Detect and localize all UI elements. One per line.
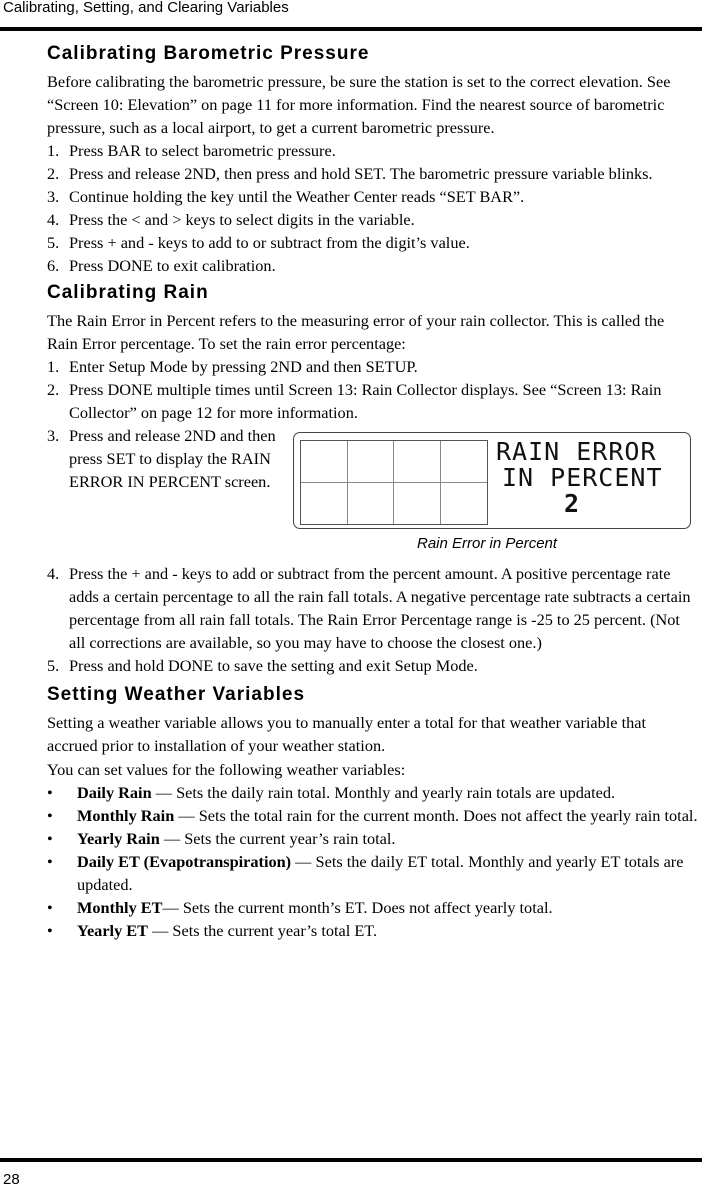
- footer-rule: [0, 1158, 702, 1162]
- list-item: • Daily ET (Evapotranspiration) — Sets the daily ET total. Monthly and yearly ET totals are updated.: [47, 852, 684, 894]
- lcd-segment-grid: [300, 440, 488, 525]
- header-rule: [0, 27, 702, 31]
- list-item: 2. Press DONE multiple times until Screen 13: Rain Collector displays. See “Screen 13: Rain Collector” on page 12 for more information.: [47, 380, 662, 422]
- list-item: 4. Press the + and - keys to add or subtract from the percent amount. A positive percentage rate adds a certain percentage to all the rain fall totals. A negative percentage rate subtracts a certain percentage from all rain fall totals. The Rain Error Percentage range is -25 to 25 percent. (Not all corrections are available, so you may have to choose the closest one.): [47, 564, 691, 652]
- list-item: 2. Press and release 2ND, then press and hold SET. The barometric pressure variable blinks.: [47, 164, 653, 183]
- heading-rain: Calibrating Rain: [47, 282, 209, 303]
- list-item: • Yearly Rain — Sets the current year’s rain total.: [47, 829, 396, 848]
- figure-caption: Rain Error in Percent: [417, 535, 558, 552]
- page-content: [47, 42, 699, 942]
- section-rain: [47, 281, 699, 677]
- baro-intro: Before calibrating the barometric pressure, be sure the station is set to the correct elevation. See “Screen 10: Elevation” on page 11 for more information. Find the nearest source of barometric pressure, such as a local airport, to get a current barometric pressure.: [47, 72, 671, 137]
- list-item: • Yearly ET — Sets the current year’s total ET.: [47, 921, 378, 940]
- baro-steps: [47, 139, 699, 277]
- list-item: 6. Press DONE to exit calibration.: [47, 256, 276, 275]
- setting-intro-2: You can set values for the following weather variables:: [47, 760, 406, 779]
- list-item: • Daily Rain — Sets the daily rain total. Monthly and yearly rain totals are updated.: [47, 783, 616, 802]
- bullet-icon: •: [47, 829, 53, 848]
- lcd-readout: [496, 439, 672, 517]
- variable-list: [47, 781, 699, 942]
- bullet-icon: •: [47, 783, 53, 802]
- bullet-icon: •: [47, 921, 53, 940]
- lcd-value: 2: [564, 489, 581, 518]
- list-item: 3. Press and release 2ND and then press SET to display the RAIN ERROR IN PERCENT screen. RAIN ERROR IN PERCENT 2 Rain Error in Percent: [47, 424, 699, 539]
- list-item: 3. Continue holding the key until the Weather Center reads “SET BAR”.: [47, 187, 525, 206]
- list-item: • Monthly ET— Sets the current month’s ET. Does not affect yearly total.: [47, 898, 553, 917]
- bullet-icon: •: [47, 852, 53, 871]
- page-number: 28: [3, 1171, 20, 1188]
- rain-steps: [47, 355, 699, 677]
- section-barometric: [47, 42, 699, 277]
- list-item: 4. Press the < and > keys to select digits in the variable.: [47, 210, 415, 229]
- bullet-icon: •: [47, 806, 53, 825]
- section-setting-variables: [47, 683, 699, 942]
- list-item: 1. Press BAR to select barometric pressure.: [47, 141, 336, 160]
- list-item: 5. Press and hold DONE to save the setting and exit Setup Mode.: [47, 656, 478, 675]
- lcd-screen-figure: [293, 432, 691, 529]
- rain-intro: The Rain Error in Percent refers to the measuring error of your rain collector. This is called the Rain Error percentage. To set the rain error percentage:: [47, 311, 665, 353]
- heading-setting: Setting Weather Variables: [47, 684, 306, 705]
- lcd-line-2: IN PERCENT: [502, 463, 663, 492]
- heading-barometric: Calibrating Barometric Pressure: [47, 43, 370, 64]
- lcd-line-1: RAIN ERROR: [496, 437, 657, 466]
- running-header: Calibrating, Setting, and Clearing Variables: [3, 0, 289, 16]
- bullet-icon: •: [47, 898, 53, 917]
- setting-intro: Setting a weather variable allows you to manually enter a total for that weather variable that accrued prior to installation of your weather station.: [47, 713, 647, 755]
- list-item: 5. Press + and - keys to add to or subtract from the digit’s value.: [47, 233, 470, 252]
- list-item: 1. Enter Setup Mode by pressing 2ND and then SETUP.: [47, 357, 418, 376]
- list-item: • Monthly Rain — Sets the total rain for the current month. Does not affect the yearly rain total.: [47, 806, 698, 825]
